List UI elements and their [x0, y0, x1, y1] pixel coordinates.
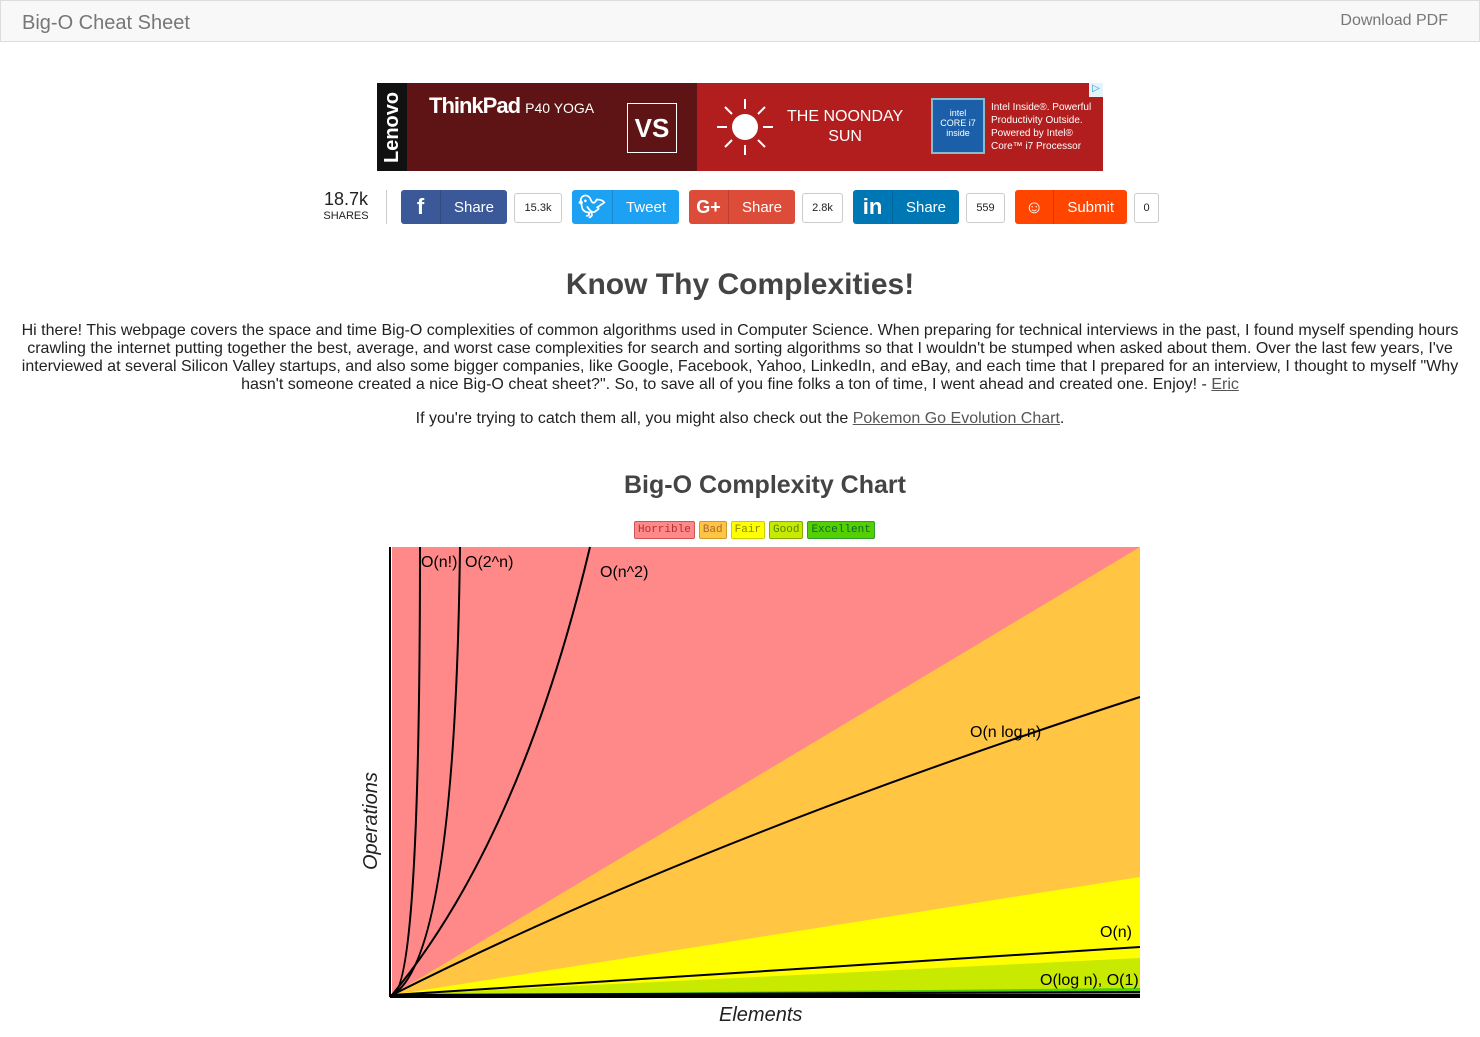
legend-good: Good: [769, 521, 803, 539]
facebook-share-button[interactable]: f Share: [401, 190, 507, 224]
legend-fair: Fair: [731, 521, 765, 539]
sun-icon: [715, 97, 775, 157]
series-label: O(n): [1100, 924, 1132, 941]
reddit-submit-button[interactable]: ☺ Submit: [1015, 190, 1127, 224]
googleplus-count: 2.8k: [802, 193, 843, 223]
reddit-count: 0: [1134, 193, 1159, 223]
twitter-tweet-button[interactable]: 🐦︎ Tweet: [572, 190, 679, 224]
share-total: 18.7k SHARES: [323, 189, 369, 222]
intel-badge: intel CORE i7 inside: [931, 98, 985, 154]
chart-title: Big-O Complexity Chart: [624, 471, 906, 499]
linkedin-share-button[interactable]: in Share: [853, 190, 959, 224]
googleplus-share-button[interactable]: G+ Share: [689, 190, 795, 224]
twitter-icon: 🐦︎: [572, 190, 613, 224]
y-axis-label: Operations: [360, 772, 382, 870]
series-label: O(n log n): [970, 724, 1042, 741]
divider: [386, 190, 387, 224]
page-title: Know Thy Complexities!: [565, 268, 915, 301]
author-link[interactable]: Eric: [1211, 376, 1239, 393]
facebook-count: 15.3k: [514, 193, 562, 223]
legend-horrible: Horrible: [634, 521, 695, 539]
ad-brand: Lenovo: [377, 83, 407, 171]
legend-excellent: Excellent: [807, 521, 874, 539]
pokemon-chart-link[interactable]: Pokemon Go Evolution Chart: [852, 410, 1060, 427]
download-pdf-link[interactable]: Download PDF: [1340, 12, 1448, 29]
ad-vs: VS: [627, 103, 677, 153]
series-label: O(n!): [421, 554, 458, 571]
ad-product: ThinkPad P40 YOGA: [429, 93, 595, 118]
ad-headline: THE NOONDAY SUN: [787, 108, 904, 145]
chart-legend: [634, 521, 875, 539]
google-plus-icon: G+: [689, 190, 729, 224]
intro-paragraph: Hi there! This webpage covers the space and time Big-O complexities of common algorithms used in Computer Science. When preparing for technical interviews in the past, I found myself spending hours crawling the internet putting together the best, average, and worst case complexities for search and sorting algorithms so that I wouldn't be stumped when asked about them. Over the last few years, I've interviewed at several Silicon Valley startups, and also some bigger companies, like Google, Facebook, Yahoo, LinkedIn, and eBay, and each time that I prepared for an interview, I thought to myself "Why hasn't someone created a nice Big-O cheat sheet?". So, to save all of you fine folks a ton of time, I went ahead and created one. Enjoy! - Eric: [21, 322, 1459, 393]
ad-intel-text: Intel Inside®. Powerful Productivity Outside. Powered by Intel® Core™ i7 Processor: [991, 102, 1092, 152]
x-axis-label: Elements: [719, 1004, 803, 1026]
pokemon-paragraph: If you're trying to catch them all, you might also check out the Pokemon Go Evolution Chart.: [415, 410, 1065, 427]
linkedin-icon: in: [853, 190, 893, 224]
series-label: O(2^n): [465, 554, 514, 571]
complexity-chart: [350, 540, 1150, 1010]
linkedin-count: 559: [966, 193, 1005, 223]
site-title[interactable]: Big-O Cheat Sheet: [22, 12, 190, 34]
ad-banner[interactable]: [377, 83, 1103, 171]
reddit-icon: ☺: [1015, 190, 1054, 224]
legend-bad: Bad: [699, 521, 727, 539]
series-label: O(log n), O(1): [1040, 972, 1139, 989]
adchoices-icon[interactable]: ▷: [1089, 83, 1103, 97]
series-label: O(n^2): [600, 564, 649, 581]
facebook-icon: f: [401, 190, 441, 224]
top-navbar: [0, 0, 1480, 42]
